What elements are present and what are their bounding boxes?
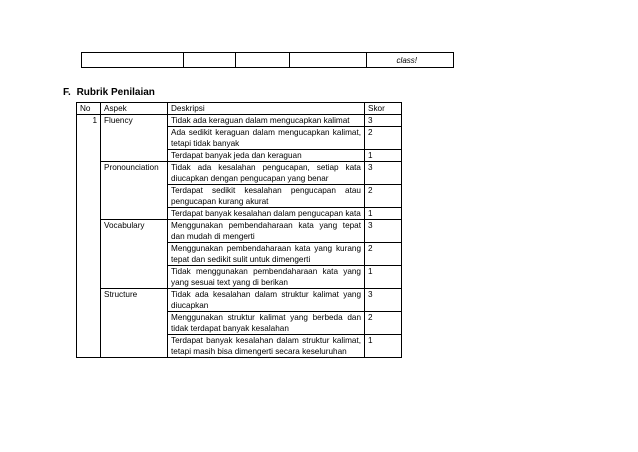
table-row [77, 185, 402, 208]
table-row [77, 208, 402, 220]
row-skor: 3 [365, 220, 402, 243]
header-row [77, 103, 402, 115]
row-aspek [101, 150, 168, 162]
row-aspek [101, 312, 168, 335]
table-cell [82, 53, 184, 68]
row-aspek [101, 185, 168, 208]
row-no [77, 220, 101, 243]
previous-table-fragment [81, 52, 454, 68]
row-no [77, 162, 101, 185]
table-row [77, 127, 402, 150]
row-aspek [101, 266, 168, 289]
table-row [77, 335, 402, 358]
rubric-table [76, 102, 402, 358]
section-heading [63, 87, 155, 98]
table-cell [236, 53, 290, 68]
row-deskripsi: Menggunakan pembendaharaan kata yang tepat dan mudah di mengerti [168, 220, 365, 243]
row-deskripsi: Terdapat banyak kesalahan dalam struktur kalimat, tetapi masih bisa dimengerti secara keseluruhan [168, 335, 365, 358]
row-skor: 2 [365, 243, 402, 266]
table-cell-class: class! [367, 53, 454, 68]
table-row [77, 243, 402, 266]
row-no [77, 127, 101, 150]
row-skor: 1 [365, 208, 402, 220]
row-skor: 1 [365, 335, 402, 358]
row-no [77, 289, 101, 312]
row-skor: 3 [365, 289, 402, 312]
row-aspek [101, 243, 168, 266]
row-skor: 2 [365, 127, 402, 150]
row-no [77, 243, 101, 266]
row-deskripsi: Menggunakan struktur kalimat yang berbeda dan tidak terdapat banyak kesalahan [168, 312, 365, 335]
row-aspek [101, 208, 168, 220]
row-deskripsi: Tidak ada kesalahan dalam struktur kalimat yang diucapkan [168, 289, 365, 312]
row-no: 1 [77, 115, 101, 127]
header-skor: Skor [365, 103, 402, 115]
table-row [77, 162, 402, 185]
row-skor: 2 [365, 185, 402, 208]
section-letter: F. [63, 87, 71, 98]
table-cell [290, 53, 367, 68]
table-row [77, 312, 402, 335]
row-no [77, 312, 101, 335]
table-row [77, 266, 402, 289]
row-no [77, 335, 101, 358]
row-no [77, 266, 101, 289]
row-skor: 1 [365, 150, 402, 162]
row-deskripsi: Terdapat banyak jeda dan keraguan [168, 150, 365, 162]
table-row [77, 150, 402, 162]
row-skor: 3 [365, 162, 402, 185]
header-deskripsi: Deskripsi [168, 103, 365, 115]
row-skor: 2 [365, 312, 402, 335]
row-aspek: Vocabulary [101, 220, 168, 243]
row-skor: 1 [365, 266, 402, 289]
row-aspek [101, 127, 168, 150]
row-skor: 3 [365, 115, 402, 127]
row-no [77, 150, 101, 162]
section-title: Rubrik Penilaian [76, 87, 155, 98]
table-row [77, 115, 402, 127]
table-cell [184, 53, 236, 68]
row-deskripsi: Tidak menggunakan pembendaharaan kata yang yang sesuai text yang di berikan [168, 266, 365, 289]
row-deskripsi: Terdapat banyak kesalahan dalam pengucapan kata [168, 208, 365, 220]
row-deskripsi: Tidak ada kesalahan pengucapan, setiap kata diucapkan dengan pengucapan yang benar [168, 162, 365, 185]
header-aspek: Aspek [101, 103, 168, 115]
row-aspek: Pronounciation [101, 162, 168, 185]
row-aspek: Fluency [101, 115, 168, 127]
row-no [77, 208, 101, 220]
table-row [77, 220, 402, 243]
row-deskripsi: Tidak ada keraguan dalam mengucapkan kalimat [168, 115, 365, 127]
row-deskripsi: Menggunakan pembendaharaan kata yang kurang tepat dan sedikit sulit untuk dimengerti [168, 243, 365, 266]
row-no [77, 185, 101, 208]
row-deskripsi: Ada sedikit keraguan dalam mengucapkan kalimat, tetapi tidak banyak [168, 127, 365, 150]
row-deskripsi: Terdapat sedikit kesalahan pengucapan atau pengucapan kurang akurat [168, 185, 365, 208]
header-no: No [77, 103, 101, 115]
table-row [77, 289, 402, 312]
row-aspek: Structure [101, 289, 168, 312]
row-aspek [101, 335, 168, 358]
